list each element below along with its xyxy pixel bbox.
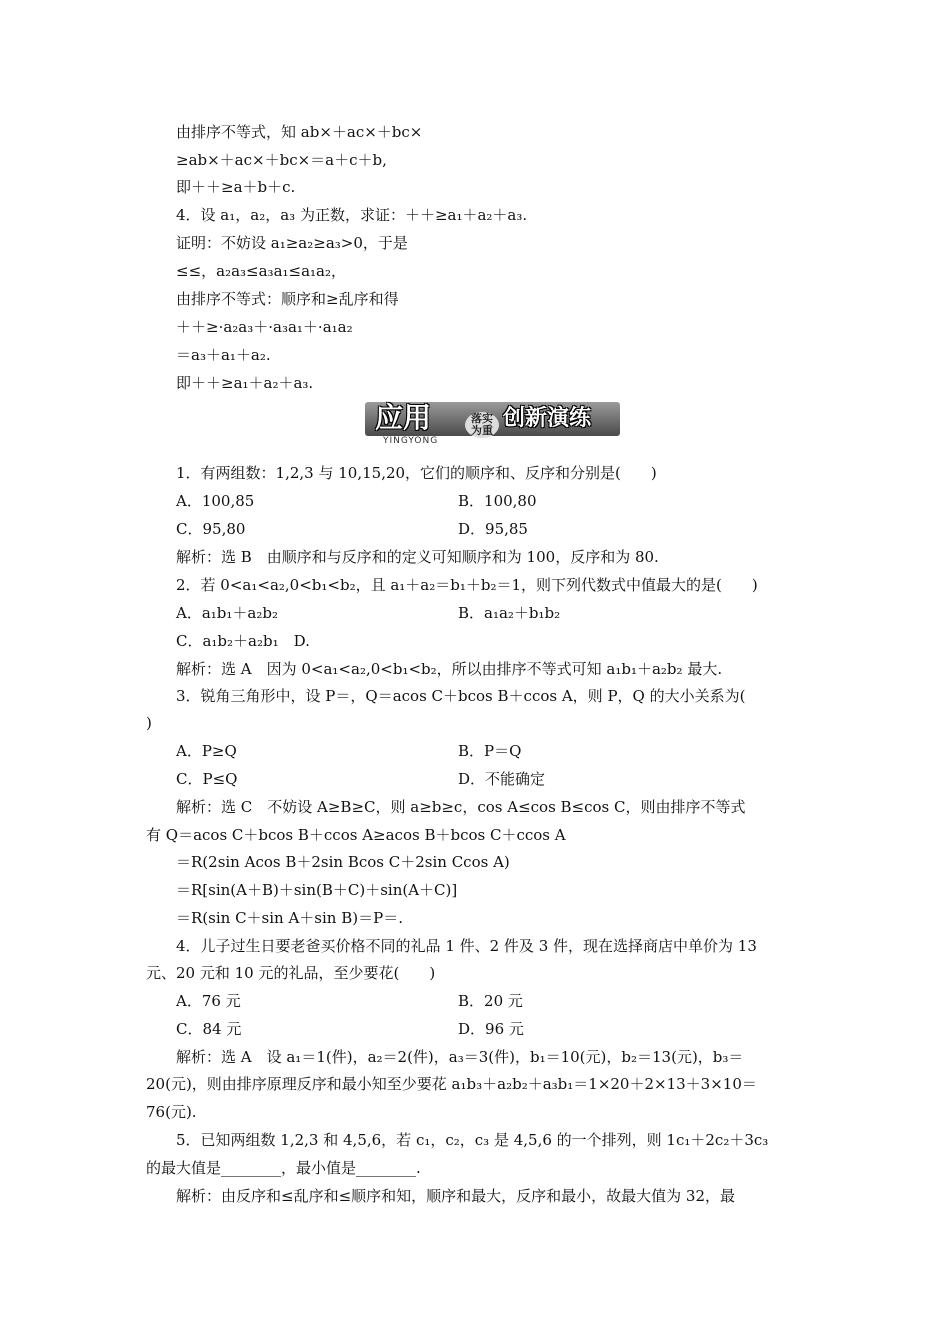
proof-line: 证明：不妨设 a₁≥a₂≥a₃>0，于是 xyxy=(176,234,408,252)
question-5-continued: 的最大值是________，最小值是________. xyxy=(146,1159,421,1177)
option-d: D．95,85 xyxy=(458,520,528,538)
banner-pinyin: YINGYONG xyxy=(383,436,439,446)
proof-line: 即＋＋≥a＋b＋c. xyxy=(176,178,296,196)
question-4-continued: 元、20 元和 10 元的礼品，至少要花( ) xyxy=(146,964,436,982)
option-c: C．84 元 xyxy=(176,1020,242,1038)
option-b: B．100,80 xyxy=(458,492,537,510)
answer-explanation: 解析：选 A 因为 0<a₁<a₂,0<b₁<b₂，所以由排序不等式可知 a₁b₁＋a₂b₂ 最大. xyxy=(176,660,723,678)
explanation-line: 有 Q＝acos C＋bcos B＋ccos A≥acos B＋bcos C＋ccos A xyxy=(146,826,566,844)
question-4: 4．儿子过生日要老爸买价格不同的礼品 1 件、2 件及 3 件，现在选择商店中单价为 13 xyxy=(176,937,757,955)
proof-line: ≤≤，a₂a₃≤a₃a₁≤a₁a₂， xyxy=(176,262,347,280)
explanation-line: ＝R[sin(A＋B)＋sin(B＋C)＋sin(A＋C)] xyxy=(176,881,458,899)
option-a: A．76 元 xyxy=(176,992,241,1010)
problem-statement: 4．设 a₁，a₂，a₃ 为正数，求证：＋＋≥a₁＋a₂＋a₃. xyxy=(176,206,528,224)
option-b: B．a₁a₂＋b₁b₂ xyxy=(458,604,561,622)
explanation-line: 20(元)，则由排序原理反序和最小知至少要花 a₁b₃＋a₂b₂＋a₃b₁＝1×20＋2×13＋3×10＝ xyxy=(146,1075,757,1093)
proof-line: 由排序不等式，知 ab×＋ac×＋bc× xyxy=(176,123,423,141)
section-banner xyxy=(365,398,620,448)
option-d: D．96 元 xyxy=(458,1020,524,1038)
question-1: 1．有两组数：1,2,3 与 10,15,20，它们的顺序和、反序和分别是( ) xyxy=(176,464,657,482)
proof-line: ＝a₃＋a₁＋a₂. xyxy=(176,346,271,364)
option-b: B．P＝Q xyxy=(458,742,522,760)
proof-line: ＋＋≥·a₂a₃＋·a₃a₁＋·a₁a₂ xyxy=(176,318,353,336)
answer-explanation: 解析：由反序和≤乱序和≤顺序和知，顺序和最大，反序和最小，故最大值为 32，最 xyxy=(176,1187,735,1205)
option-c-d: C．a₁b₂＋a₂b₁ D. xyxy=(176,632,310,650)
proof-line: ≥ab×＋ac×＋bc×＝a＋c＋b, xyxy=(176,151,387,169)
option-b: B．20 元 xyxy=(458,992,523,1010)
option-a: A．a₁b₁＋a₂b₂ xyxy=(176,604,278,622)
explanation-line: 76(元). xyxy=(146,1103,197,1121)
question-3: 3．锐角三角形中，设 P＝，Q＝acos C＋bcos B＋ccos A，则 P，Q 的大小关系为( xyxy=(176,687,746,705)
option-d: D．不能确定 xyxy=(458,770,546,788)
question-2: 2．若 0<a₁<a₂,0<b₁<b₂，且 a₁＋a₂＝b₁＋b₂＝1，则下列代数式中值最大的是( ) xyxy=(176,576,758,594)
banner-subtitle: 创新演练 xyxy=(503,406,592,431)
banner-seal: 落实 为重 xyxy=(465,412,499,438)
proof-line: 由排序不等式：顺序和≥乱序和得 xyxy=(176,290,399,308)
question-5: 5．已知两组数 1,2,3 和 4,5,6，若 c₁，c₂，c₃ 是 4,5,6 的一个排列，则 1c₁＋2c₂＋3c₃ xyxy=(176,1131,769,1149)
proof-line: 即＋＋≥a₁＋a₂＋a₃. xyxy=(176,374,314,392)
banner-title: 应用 xyxy=(375,401,432,434)
answer-explanation: 解析：选 A 设 a₁＝1(件)，a₂＝2(件)，a₃＝3(件)，b₁＝10(元)，b₂＝13(元)，b₃＝ xyxy=(176,1048,744,1066)
answer-explanation: 解析：选 C 不妨设 A≥B≥C，则 a≥b≥c，cos A≤cos B≤cos C，则由排序不等式 xyxy=(176,798,746,816)
option-a: A．100,85 xyxy=(176,492,255,510)
option-a: A．P≥Q xyxy=(176,742,237,760)
question-3-continued: ) xyxy=(146,714,152,732)
option-c: C．95,80 xyxy=(176,520,246,538)
option-c: C．P≤Q xyxy=(176,770,238,788)
explanation-line: ＝R(2sin Acos B＋2sin Bcos C＋2sin Ccos A) xyxy=(176,853,510,871)
explanation-line: ＝R(sin C＋sin A＋sin B)＝P＝. xyxy=(176,909,403,927)
answer-explanation: 解析：选 B 由顺序和与反序和的定义可知顺序和为 100，反序和为 80. xyxy=(176,548,659,566)
